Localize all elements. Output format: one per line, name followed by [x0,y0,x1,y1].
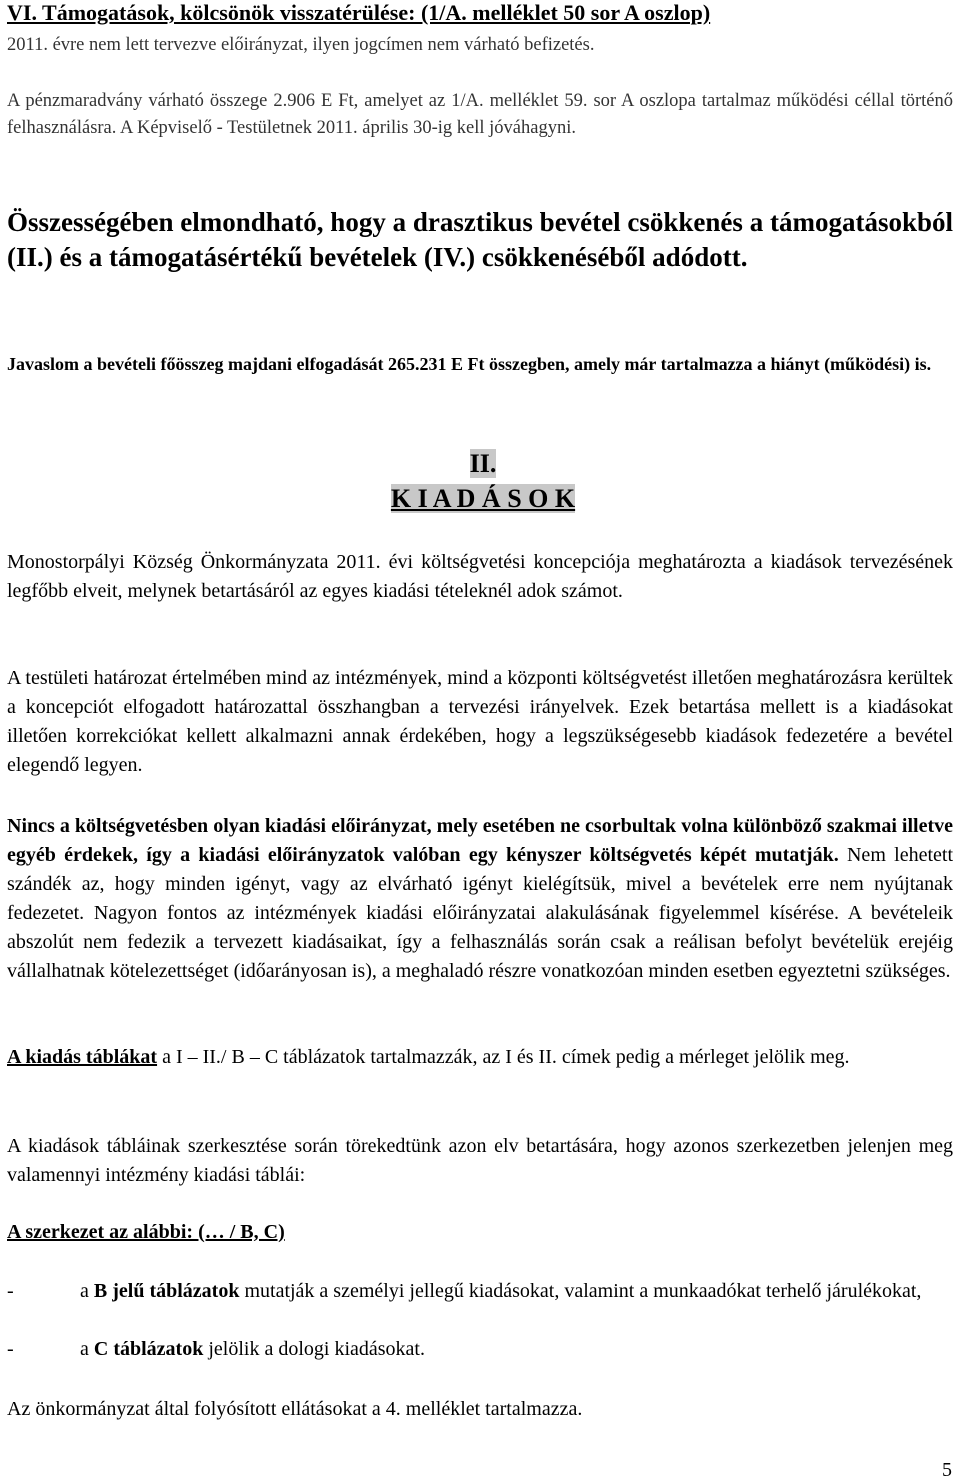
tables-bold-text: A kiadás táblákat [7,1046,158,1068]
list-bullet: - [7,1280,14,1302]
paragraph-benefits: Az önkormányzat által folyósított ellátásokat a 4. melléklet tartalmazza. [7,1398,583,1420]
list-item: a B jelű táblázatok mutatják a személyi jellegű kiadásokat, valamint a munkaadókat terhelő járulékokat, [80,1280,922,1302]
list-item: a C táblázatok jelölik a dologi kiadásokat. [80,1338,425,1360]
tables-text: a I – II./ B – C táblázatok tartalmazzák, az I és II. címek pedig a mérleget jelölik meg. [157,1046,850,1068]
paragraph-cash-remainder: A pénzmaradvány várható összege 2.906 E Ft, amelyet az 1/A. melléklet 59. sor A oszlopa tartalmaz működési céllal történő felhasználásra. A Képviselő - Testületnek 2011. április 30-ig kell jóváhagyni. [7,91,953,138]
paragraph-no-income: 2011. évre nem lett tervezve előirányzat, ilyen jogcímen nem várható befizetés. [7,35,595,55]
proposal-statement: Javaslom a bevételi főösszeg majdani elfogadását 265.231 E Ft összegben, amely már tartalmazza a hiányt (működési) is. [7,354,932,374]
list-bullet: - [7,1338,14,1360]
constraints-bold-text: Nincs a költségvetésben olyan kiadási előirányzat, mely esetében ne csorbultak volna különböző szakmai illetve egyéb érdekek, így a kiadási előirányzatok valóban egy kényszer költségvetés képét mutatják. [7,815,953,866]
section-number: II. [469,449,497,478]
paragraph-tables [7,1043,953,1072]
constraints-text: Nem lehetett szándék az, hogy minden igényt, vagy az elvárható igényt kielégítsük, mivel a bevételek erre nem nyújtanak fedezetet. Nagyon fontos az intézmények kiadási előirányzatai alakulásának figyelemmel kísérése. A bevételeik abszolút nem fedezik a tervezett kiadásaikat, így a felhasználás során csak a reálisan befolyt bevételük erejéig vállalhatnak kötelezettséget (időarányosan is), a meghaladó részre vonatkozóan minden esetben egyeztetni szükséges. [7,844,954,982]
paragraph-constraints [7,812,953,986]
page-number: 5 [942,1459,952,1481]
section-title: K I A D Á S O K [390,484,576,513]
paragraph-structure-intro: A kiadások tábláinak szerkesztése során törekedtünk azon elv betartására, hogy azonos szerkezetben jelenjen meg valamennyi intézmény kiadási táblái: [7,1135,953,1186]
paragraph-concept: Monostorpályi Község Önkormányzata 2011. évi költségvetési koncepciója meghatározta a kiadások tervezésének legfőbb elveit, melynek betartásáról az egyes kiadási tételeknél adok számot. [7,551,953,602]
paragraph-resolution: A testületi határozat értelmében mind az intézmények, mind a központi költségvetést illetően meghatározásra kerültek a koncepciót elfogadott határozattal összhangban a tervezési irányelvek. Ezek betartása mellett is a kiadásokat illetően korrekciókat kellett alkalmazni annak érdekében, hogy a legszükségesebb kiadások fedezetére a bevétel elegendő legyen. [7,667,953,776]
section-heading: VI. Támogatások, kölcsönök visszatérülése: (1/A. melléklet 50 sor A oszlop) [7,0,711,25]
structure-heading: A szerkezet az alábbi: (… / B, C) [7,1221,285,1243]
summary-statement: Összességében elmondható, hogy a drasztikus bevétel csökkenés a támogatásokból (II.) és a támogatásértékű bevételek (IV.) csökkenéséből adódott. [7,207,953,272]
